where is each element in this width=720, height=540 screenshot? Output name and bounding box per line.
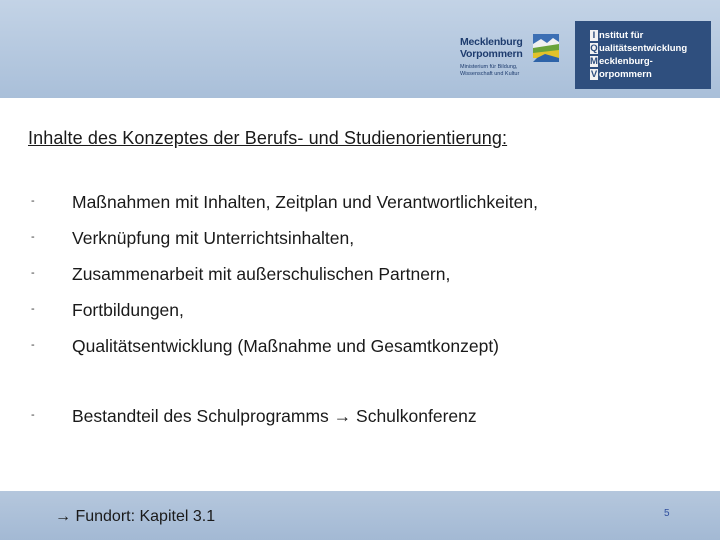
bullet-text: Zusammenarbeit mit außerschulischen Partnern, xyxy=(72,264,451,284)
bullet-text: Verknüpfung mit Unterrichtsinhalten, xyxy=(72,228,355,248)
bullet-item xyxy=(31,335,691,359)
logo-line-1: Mecklenburg xyxy=(460,36,523,48)
bullet-text: Qualitätsentwicklung (Maßnahme und Gesamtkonzept) xyxy=(72,336,500,356)
bullet-item xyxy=(31,227,691,251)
logo-line-2: Vorpommern xyxy=(460,48,523,60)
bullet-text: Fortbildungen, xyxy=(72,300,184,320)
bullet-item xyxy=(31,405,691,429)
mecklenburg-vorpommern-logo xyxy=(455,26,561,82)
page-number: 5 xyxy=(664,508,670,519)
bullet-dash: - xyxy=(31,267,35,279)
bullet-text: Bestandteil des Schulprogramms → Schulkonferenz xyxy=(72,406,477,426)
slide-title: Inhalte des Konzeptes der Berufs- und Studienorientierung: xyxy=(28,128,508,148)
logo-sub-1: Ministerium für Bildung, xyxy=(460,64,518,70)
footer-reference: → Fundort: Kapitel 3.1 xyxy=(55,508,216,525)
iq-mv-logo xyxy=(575,21,711,89)
bullet-dash: - xyxy=(31,409,35,421)
landscape-emblem-icon xyxy=(533,34,559,62)
iq-logo-line-2: Qualitätsentwicklung xyxy=(590,43,688,54)
bullet-dash: - xyxy=(31,195,35,207)
bullet-item xyxy=(31,263,691,287)
bullet-item xyxy=(31,299,691,323)
bullet-dash: - xyxy=(31,339,35,351)
bullet-text: Maßnahmen mit Inhalten, Zeitplan und Verantwortlichkeiten, xyxy=(72,192,538,212)
logo-sub-2: Wissenschaft und Kultur xyxy=(460,71,520,77)
iq-logo-line-4: V orpommern xyxy=(590,69,652,80)
bullet-dash: - xyxy=(31,231,35,243)
iq-logo-line-3: Mecklenburg- xyxy=(590,56,653,67)
bullet-dash: - xyxy=(31,303,35,315)
iq-logo-line-1: I nstitut für xyxy=(590,30,643,41)
bullet-item xyxy=(31,191,691,215)
